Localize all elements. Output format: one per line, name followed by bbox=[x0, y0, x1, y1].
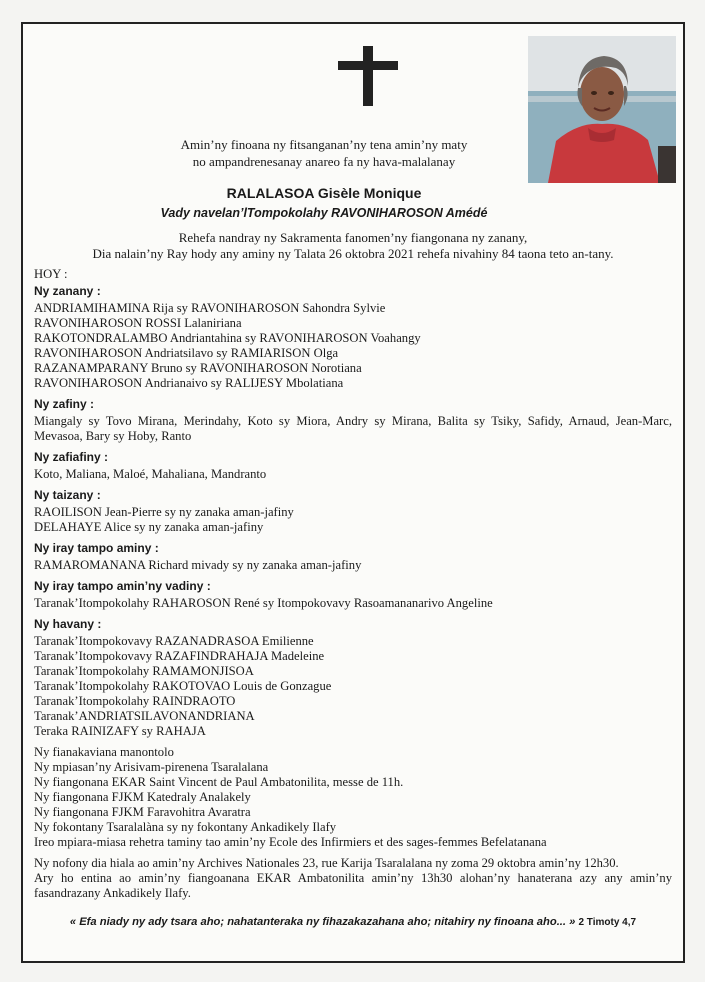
funeral-line: Ary ho entina ao amin’ny fiangoanana EKAR Ambatonilita amin’ny 13h30 alohan’ny hanaterana azy any amin’ny fasandrazany Ankadikely Ilafy. bbox=[34, 871, 672, 900]
sacrament-text bbox=[34, 230, 672, 262]
spouse-line: Vady navelan’lTompokolahy RAVONIHAROSON Amédé bbox=[160, 206, 488, 220]
family-list bbox=[34, 267, 672, 901]
intro-line: no ampandrenesanay anareo fa ny hava-malalanay bbox=[192, 154, 456, 169]
sacrament-line: Rehefa nandray ny Sakramenta fanomen’ny fiangonana ny zanany, bbox=[178, 230, 528, 245]
section-zafiny bbox=[34, 397, 672, 444]
section-title: Ny havany : bbox=[34, 617, 102, 631]
bible-verse bbox=[34, 916, 672, 928]
list-item: Koto, Maliana, Maloé, Mahaliana, Mandranto bbox=[34, 467, 267, 481]
section-zafiafiny bbox=[34, 450, 672, 482]
section-zanany bbox=[34, 284, 672, 391]
section-iray-tampo bbox=[34, 541, 672, 573]
section-iray-tampo-vadiny bbox=[34, 579, 672, 611]
section-title: Ny iray tampo amin’ny vadiny : bbox=[34, 579, 211, 593]
list-item: RAMAROMANANA Richard mivady sy ny zanaka aman-jafiny bbox=[34, 558, 362, 572]
list-item: Taranak’Itompokolahy RAKOTOVAO Louis de Gonzague bbox=[34, 679, 332, 693]
list-item: Taranak’Itompokolahy RAHAROSON René sy Itompokovavy Rasoamananarivo Angeline bbox=[34, 596, 493, 610]
list-item: Ireo mpiara-miasa rehetra taminy tao amin’ny Ecole des Infirmiers et des sages-femmes Befelatanana bbox=[34, 835, 547, 849]
sacrament-line: Dia nalain’ny Ray hody any aminy ny Talata 26 oktobra 2021 rehefa nivahiny 84 taona teto an-tany. bbox=[92, 246, 614, 261]
section-title: Ny iray tampo aminy : bbox=[34, 541, 159, 555]
list-item: ANDRIAMIHAMINA Rija sy RAVONIHAROSON Sahondra Sylvie bbox=[34, 301, 386, 315]
list-item: Taranak’Itompokolahy RAMAMONJISOA bbox=[34, 664, 254, 678]
section-havany bbox=[34, 617, 672, 739]
funeral-details bbox=[34, 856, 672, 901]
deceased-name: RALALASOA Gisèle Monique bbox=[226, 185, 422, 201]
list-item: Ny fiangonana EKAR Saint Vincent de Paul Ambatonilita, messe de 11h. bbox=[34, 775, 404, 789]
list-item: RAKOTONDRALAMBO Andriantahina sy RAVONIHAROSON Voahangy bbox=[34, 331, 421, 345]
obituary-frame bbox=[21, 22, 685, 963]
associations-list bbox=[34, 745, 672, 850]
list-item: Taranak’ANDRIATSILAVONANDRIANA bbox=[34, 709, 255, 723]
verse-text: « Efa niady ny ady tsara aho; nahatanteraka ny fihazakazahana aho; nitahiry ny finoana aho... » bbox=[69, 916, 576, 928]
list-item: Teraka RAINIZAFY sy RAHAJA bbox=[34, 724, 206, 738]
list-item: Ny fokontany Tsaralalàna sy ny fokontany Ankadikely Ilafy bbox=[34, 820, 337, 834]
portrait-photo bbox=[528, 36, 676, 183]
funeral-line: Ny nofony dia hiala ao amin’ny Archives Nationales 23, rue Karija Tsaralalana ny zoma 29 oktobra amin’ny 12h30. bbox=[34, 856, 619, 870]
section-title: Ny zafiny : bbox=[34, 397, 95, 411]
list-item: Taranak’Itompokovavy RAZAFINDRAHAJA Madeleine bbox=[34, 649, 325, 663]
hoy-label: HOY : bbox=[34, 267, 68, 281]
section-taizany bbox=[34, 488, 672, 535]
list-item: RAVONIHAROSON ROSSI Lalaniriana bbox=[34, 316, 242, 330]
section-title: Ny zanany : bbox=[34, 284, 101, 298]
list-item: RAZANAMPARANY Bruno sy RAVONIHAROSON Norotiana bbox=[34, 361, 362, 375]
intro-text bbox=[134, 136, 514, 170]
section-title: Ny taizany : bbox=[34, 488, 101, 502]
list-item: Ny mpiasan’ny Arisivam-pirenena Tsaralalana bbox=[34, 760, 269, 774]
list-item: RAOILISON Jean-Pierre sy ny zanaka aman-jafiny bbox=[34, 505, 294, 519]
list-item: Ny fianakaviana manontolo bbox=[34, 745, 174, 759]
verse-reference: 2 Timoty 4,7 bbox=[578, 917, 637, 928]
list-item: RAVONIHAROSON Andriatsilavo sy RAMIARISON Olga bbox=[34, 346, 339, 360]
list-item: Taranak’Itompokolahy RAINDRAOTO bbox=[34, 694, 236, 708]
list-item: DELAHAYE Alice sy ny zanaka aman-jafiny bbox=[34, 520, 264, 534]
list-item: Taranak’Itompokovavy RAZANADRASOA Emilienne bbox=[34, 634, 314, 648]
section-title: Ny zafiafiny : bbox=[34, 450, 109, 464]
obituary-content bbox=[34, 24, 672, 961]
intro-line: Amin’ny finoana ny fitsanganan’ny tena amin’ny maty bbox=[180, 137, 468, 152]
list-paragraph: Miangaly sy Tovo Mirana, Merindahy, Koto sy Miora, Andry sy Mirana, Balita sy Tsiky, Safidy, Arnaud, Jean-Marc, Mevasoa, Bary sy Hoby, Ranto bbox=[34, 414, 672, 443]
list-item: Ny fiangonana FJKM Katedraly Analakely bbox=[34, 790, 251, 804]
list-item: Ny fiangonana FJKM Faravohitra Avaratra bbox=[34, 805, 251, 819]
list-item: RAVONIHAROSON Andrianaivo sy RALIJESY Mbolatiana bbox=[34, 376, 344, 390]
cross-icon bbox=[338, 46, 398, 106]
